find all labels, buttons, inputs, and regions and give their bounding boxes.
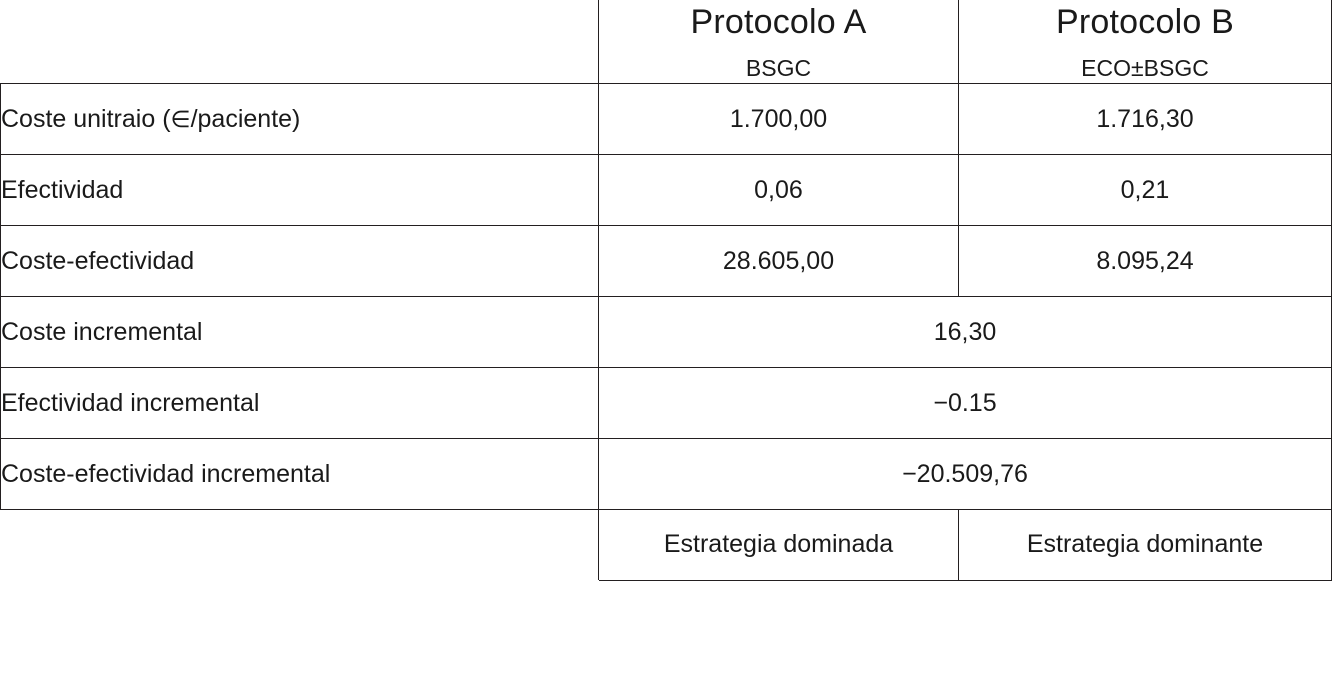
cell-coste-efectividad-incremental: −20.509,76	[599, 439, 1332, 510]
cell-efectividad-a: 0,06	[599, 155, 959, 226]
cell-conclusion-b: Estrategia dominante	[959, 510, 1332, 581]
header-title-protocolo-b: Protocolo B	[1056, 3, 1234, 41]
table-row	[1, 226, 1332, 297]
row-label-coste-efectividad: Coste-efectividad	[1, 226, 599, 297]
row-label-text-suffix: /paciente)	[190, 105, 301, 134]
header-cell-protocolo-b	[959, 1, 1332, 84]
cell-efectividad-b: 0,21	[959, 155, 1332, 226]
row-label-efectividad: Efectividad	[1, 155, 599, 226]
cell-coste-efectividad-b: 8.095,24	[959, 226, 1332, 297]
table-row-conclusion	[1, 510, 1332, 581]
cell-conclusion-a: Estrategia dominada	[599, 510, 959, 581]
row-label-blank	[1, 510, 599, 581]
cell-coste-unitario-b: 1.716,30	[959, 84, 1332, 155]
header-cell-protocolo-a	[599, 1, 959, 84]
table-header-row	[1, 1, 1332, 84]
cell-efectividad-incremental: −0.15	[599, 368, 1332, 439]
row-label-text-prefix: Coste unitraio (	[1, 105, 171, 134]
header-title-protocolo-a: Protocolo A	[690, 3, 867, 41]
header-subtitle-protocolo-b: ECO±BSGC	[1081, 54, 1209, 81]
table-row	[1, 368, 1332, 439]
cell-coste-incremental: 16,30	[599, 297, 1332, 368]
row-label-coste-efectividad-incremental: Coste-efectividad incremental	[1, 439, 599, 510]
header-cell-blank	[1, 1, 599, 84]
table-row	[1, 297, 1332, 368]
cell-coste-efectividad-a: 28.605,00	[599, 226, 959, 297]
cell-coste-unitario-a: 1.700,00	[599, 84, 959, 155]
euro-symbol-icon: ∈	[170, 107, 191, 134]
table-row	[1, 439, 1332, 510]
row-label-efectividad-incremental: Efectividad incremental	[1, 368, 599, 439]
table-row	[1, 84, 1332, 155]
row-label-coste-unitario	[1, 84, 599, 155]
row-label-coste-incremental: Coste incremental	[1, 297, 599, 368]
table-row	[1, 155, 1332, 226]
header-subtitle-protocolo-a: BSGC	[745, 54, 812, 81]
